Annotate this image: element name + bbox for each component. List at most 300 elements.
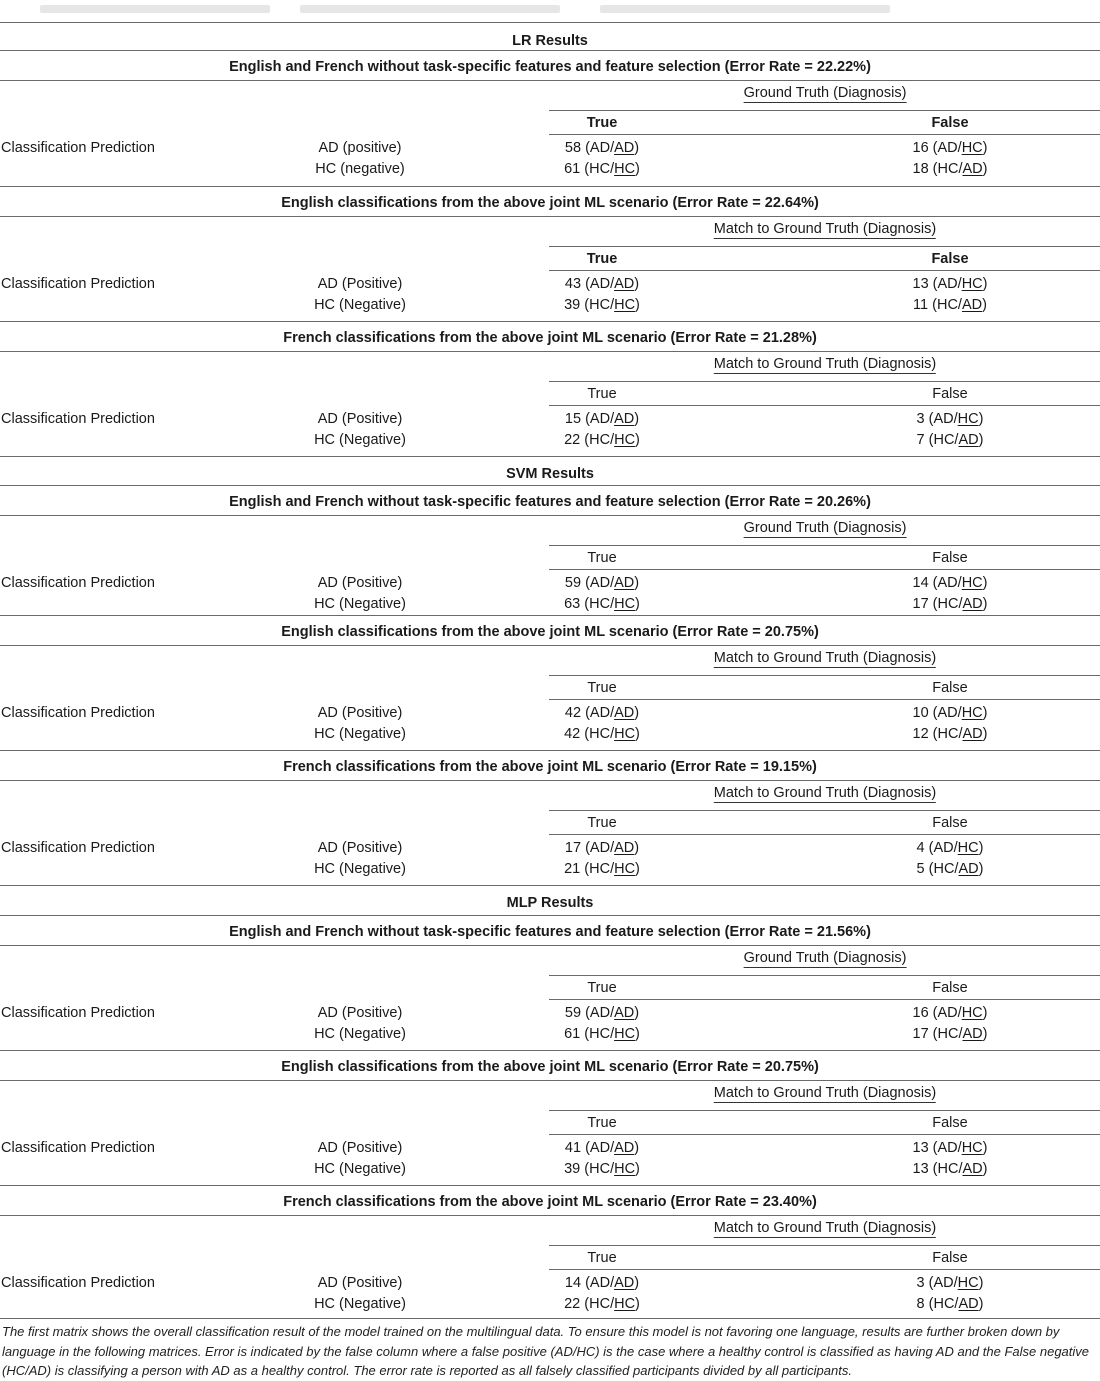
matrix-title: English and French without task-specific features and feature selection (Error Rate = 20.26%) xyxy=(229,494,871,510)
prediction-negative: HC (Negative) xyxy=(314,1026,406,1042)
cell-close: ) xyxy=(978,1296,984,1312)
prediction-negative: HC (Negative) xyxy=(314,297,406,313)
column-header-rule xyxy=(549,1134,1100,1135)
cell-predicted: AD xyxy=(589,140,611,156)
cell-truth: AD xyxy=(962,726,983,742)
cell-predicted: AD xyxy=(937,575,958,591)
row-label: Classification Prediction xyxy=(1,575,155,591)
cell-count: 63 xyxy=(564,596,581,612)
cell-truth: AD xyxy=(962,596,983,612)
cell-slash: / xyxy=(610,1140,615,1156)
cell-false-negative xyxy=(913,296,987,314)
cell-predicted: AD xyxy=(933,840,954,856)
prediction-negative: HC (Negative) xyxy=(314,1296,406,1312)
cell-predicted: HC xyxy=(936,297,958,313)
matrix-title: English classifications from the above joint ML scenario (Error Rate = 22.64%) xyxy=(281,195,819,211)
cell-close: ) xyxy=(634,1140,640,1156)
column-header-rule xyxy=(549,834,1100,835)
cell-truth: AD xyxy=(614,140,635,156)
cell-open: ( xyxy=(581,1005,590,1021)
cell-close: ) xyxy=(635,432,640,448)
cell-truth: AD xyxy=(614,276,635,292)
cell-open: ( xyxy=(581,1140,590,1156)
ground-truth-rule xyxy=(549,1245,1100,1246)
cell-truth: HC xyxy=(961,276,983,292)
cell-slash: / xyxy=(958,1026,963,1042)
ground-truth-label: Ground Truth (Diagnosis) xyxy=(743,85,907,101)
ground-truth-label: Match to Ground Truth (Diagnosis) xyxy=(713,356,937,372)
cell-truth: HC xyxy=(961,1140,983,1156)
cell-open: ( xyxy=(581,276,590,292)
cell-slash: / xyxy=(610,161,615,177)
cell-predicted: AD xyxy=(937,705,958,721)
cell-truth: AD xyxy=(614,411,635,427)
cell-truth: HC xyxy=(961,705,983,721)
cell-slash: / xyxy=(957,575,962,591)
prediction-positive: AD (Positive) xyxy=(317,276,403,292)
cell-false-negative xyxy=(913,595,988,613)
cell-close: ) xyxy=(635,596,640,612)
matrix-divider xyxy=(0,485,1100,486)
cell-count: 17 xyxy=(912,1026,929,1042)
cell-false-positive xyxy=(917,1274,984,1292)
cell-predicted: HC xyxy=(589,432,611,448)
column-header-rule xyxy=(549,569,1100,570)
ground-truth-rule xyxy=(549,1110,1100,1111)
ground-truth-label: Match to Ground Truth (Diagnosis) xyxy=(713,1220,937,1236)
column-header-rule xyxy=(549,270,1100,271)
cell-truth: HC xyxy=(961,140,983,156)
cell-close: ) xyxy=(635,161,640,177)
cell-true-negative xyxy=(564,160,640,178)
cell-close: ) xyxy=(982,1005,988,1021)
cell-close: ) xyxy=(634,705,640,721)
cell-close: ) xyxy=(634,1275,640,1291)
column-false-header: False xyxy=(932,980,968,996)
model-heading: MLP Results xyxy=(506,895,594,911)
cell-predicted: HC xyxy=(937,726,959,742)
column-true-header: True xyxy=(586,115,618,131)
table-footnote: The first matrix shows the overall classification result of the model trained on the multilingual data. To ensure this model is not favoring one language, results are further broken down by language in the following matrices. Error is indicated by the false column where a false positive (AD/HC) is the case where a healthy control is classified as having AD and the False negative (HC/AD) is classifying a person with AD as a healthy control. The error rate is reported as all falsely classified participants divided by all participants. xyxy=(2,1324,1090,1378)
cell-predicted: HC xyxy=(937,1026,959,1042)
prediction-negative: HC (Negative) xyxy=(314,432,406,448)
cell-slash: / xyxy=(610,861,615,877)
cell-count: 15 xyxy=(564,411,582,427)
cell-false-positive xyxy=(913,1139,988,1157)
cell-truth: HC xyxy=(961,575,983,591)
column-false-header: False xyxy=(932,386,968,402)
cell-truth: HC xyxy=(614,297,636,313)
matrix-title: English and French without task-specific features and feature selection (Error Rate = 21.56%) xyxy=(229,924,871,940)
cell-truth: HC xyxy=(961,1005,983,1021)
cell-truth: AD xyxy=(962,1161,983,1177)
cell-count: 11 xyxy=(913,297,929,313)
cell-count: 16 xyxy=(912,1005,929,1021)
matrix-divider xyxy=(0,915,1100,916)
cell-count: 61 xyxy=(564,1026,581,1042)
cell-open: ( xyxy=(928,1005,938,1021)
title-underline xyxy=(0,1215,1100,1216)
cell-open: ( xyxy=(928,161,938,177)
column-true-header: True xyxy=(587,815,617,831)
cell-slash: / xyxy=(957,1005,962,1021)
model-divider xyxy=(0,885,1100,886)
cell-open: ( xyxy=(928,276,938,292)
cell-predicted: HC xyxy=(937,596,959,612)
cell-open: ( xyxy=(928,1140,938,1156)
cropped-caption-remnant xyxy=(0,0,1100,20)
cell-slash: / xyxy=(610,140,615,156)
cell-false-positive xyxy=(917,410,984,428)
model-heading: LR Results xyxy=(512,33,588,49)
cell-count: 10 xyxy=(912,705,929,721)
row-label: Classification Prediction xyxy=(1,1005,155,1021)
title-underline xyxy=(0,216,1100,217)
ground-truth-rule xyxy=(549,545,1100,546)
cell-predicted: AD xyxy=(589,575,611,591)
cell-close: ) xyxy=(982,140,988,156)
cell-truth: AD xyxy=(961,297,983,313)
cell-count: 16 xyxy=(912,140,929,156)
cell-close: ) xyxy=(982,575,988,591)
ground-truth-label: Match to Ground Truth (Diagnosis) xyxy=(713,650,937,666)
model-divider xyxy=(0,456,1100,457)
cell-true-negative xyxy=(564,595,640,613)
ground-truth-rule xyxy=(549,975,1100,976)
column-true-header: True xyxy=(587,550,617,566)
row-label: Classification Prediction xyxy=(1,140,155,156)
prediction-negative: HC (Negative) xyxy=(314,596,406,612)
ground-truth-rule xyxy=(549,246,1100,247)
cell-close: ) xyxy=(635,1296,640,1312)
cell-predicted: HC xyxy=(933,1296,955,1312)
cell-true-positive xyxy=(565,275,639,293)
cell-predicted: HC xyxy=(589,861,611,877)
cell-slash: / xyxy=(610,705,615,721)
cell-open: ( xyxy=(581,140,590,156)
matrix-title: English and French without task-specific features and feature selection (Error Rate = 22.22%) xyxy=(229,59,871,75)
cell-predicted: AD xyxy=(937,140,958,156)
cell-open: ( xyxy=(928,297,937,313)
cell-open: ( xyxy=(580,861,590,877)
column-false-header: False xyxy=(932,680,968,696)
cell-open: ( xyxy=(581,1275,590,1291)
cell-predicted: AD xyxy=(933,411,954,427)
cell-true-negative xyxy=(564,1025,640,1043)
matrix-divider xyxy=(0,321,1100,322)
cell-slash: / xyxy=(958,1161,963,1177)
cell-slash: / xyxy=(958,596,963,612)
cell-false-negative xyxy=(913,160,988,178)
cell-false-negative xyxy=(913,725,988,743)
cell-count: 18 xyxy=(912,161,929,177)
cell-true-positive xyxy=(565,1139,639,1157)
cell-close: ) xyxy=(635,1161,640,1177)
row-label: Classification Prediction xyxy=(1,1140,155,1156)
cell-predicted: AD xyxy=(589,276,611,292)
cell-false-negative xyxy=(913,1160,988,1178)
cell-open: ( xyxy=(924,840,934,856)
cell-truth: AD xyxy=(962,161,983,177)
cell-close: ) xyxy=(634,575,640,591)
cell-truth: HC xyxy=(957,411,979,427)
cell-slash: / xyxy=(610,1005,615,1021)
row-label: Classification Prediction xyxy=(1,276,155,292)
cell-true-negative xyxy=(564,1160,640,1178)
cell-open: ( xyxy=(928,140,938,156)
cell-close: ) xyxy=(982,1161,988,1177)
cell-slash: / xyxy=(953,840,958,856)
cell-truth: AD xyxy=(962,1026,983,1042)
row-label: Classification Prediction xyxy=(1,705,155,721)
cell-count: 39 xyxy=(564,297,581,313)
cell-predicted: HC xyxy=(589,1296,611,1312)
cell-false-positive xyxy=(917,839,984,857)
cell-count: 14 xyxy=(564,1275,582,1291)
cell-truth: HC xyxy=(957,840,979,856)
ground-truth-label: Match to Ground Truth (Diagnosis) xyxy=(713,1085,937,1101)
cell-open: ( xyxy=(580,161,590,177)
cell-truth: HC xyxy=(614,1296,636,1312)
matrix-divider xyxy=(0,615,1100,616)
cell-true-positive xyxy=(565,574,639,592)
cell-false-negative xyxy=(913,1025,988,1043)
cell-open: ( xyxy=(924,1296,934,1312)
cell-slash: / xyxy=(610,1161,615,1177)
cell-slash: / xyxy=(610,1026,615,1042)
column-header-rule xyxy=(549,699,1100,700)
prediction-negative: HC (Negative) xyxy=(314,726,406,742)
cell-slash: / xyxy=(957,140,962,156)
row-label: Classification Prediction xyxy=(1,840,155,856)
column-header-rule xyxy=(549,134,1100,135)
cell-open: ( xyxy=(581,411,590,427)
matrix-divider xyxy=(0,50,1100,51)
matrix-title: French classifications from the above joint ML scenario (Error Rate = 21.28%) xyxy=(283,330,817,346)
cell-close: ) xyxy=(982,161,988,177)
cell-open: ( xyxy=(580,596,590,612)
title-underline xyxy=(0,351,1100,352)
column-true-header: True xyxy=(587,980,617,996)
cell-predicted: AD xyxy=(937,276,958,292)
cell-count: 7 xyxy=(916,432,925,448)
cell-close: ) xyxy=(978,432,984,448)
cell-close: ) xyxy=(982,276,988,292)
cell-truth: HC xyxy=(614,726,636,742)
cell-open: ( xyxy=(928,705,938,721)
ground-truth-rule xyxy=(549,110,1100,111)
cell-truth: HC xyxy=(957,1275,979,1291)
cell-open: ( xyxy=(928,726,938,742)
cell-count: 13 xyxy=(912,1140,929,1156)
cell-count: 17 xyxy=(912,596,929,612)
cell-predicted: HC xyxy=(589,596,611,612)
table-bottom-rule xyxy=(0,1318,1100,1319)
cell-slash: / xyxy=(610,1275,615,1291)
cell-true-negative xyxy=(564,1295,640,1313)
cell-truth: AD xyxy=(958,861,979,877)
cell-close: ) xyxy=(982,705,988,721)
cell-open: ( xyxy=(580,432,590,448)
cell-close: ) xyxy=(978,411,984,427)
cell-count: 42 xyxy=(564,705,582,721)
cell-predicted: HC xyxy=(589,1026,611,1042)
cell-truth: HC xyxy=(614,432,636,448)
cell-truth: HC xyxy=(614,161,636,177)
cell-count: 41 xyxy=(564,1140,582,1156)
cell-truth: AD xyxy=(614,1005,635,1021)
cell-false-negative xyxy=(917,860,984,878)
column-false-header: False xyxy=(932,1115,968,1131)
cell-count: 3 xyxy=(916,411,925,427)
matrix-title: English classifications from the above joint ML scenario (Error Rate = 20.75%) xyxy=(281,624,819,640)
title-underline xyxy=(0,945,1100,946)
cell-truth: HC xyxy=(614,1161,636,1177)
cell-truth: AD xyxy=(614,840,635,856)
column-header-rule xyxy=(549,1269,1100,1270)
cell-slash: / xyxy=(953,411,958,427)
cell-predicted: AD xyxy=(589,411,611,427)
cell-count: 42 xyxy=(564,726,581,742)
cell-count: 58 xyxy=(564,140,582,156)
column-true-header: True xyxy=(587,680,617,696)
cell-true-positive xyxy=(565,1004,639,1022)
cell-count: 61 xyxy=(564,161,581,177)
ground-truth-label: Match to Ground Truth (Diagnosis) xyxy=(713,785,937,801)
ground-truth-label: Ground Truth (Diagnosis) xyxy=(743,950,907,966)
cell-count: 14 xyxy=(912,575,929,591)
cell-open: ( xyxy=(580,1161,590,1177)
column-true-header: True xyxy=(587,1115,617,1131)
cell-count: 17 xyxy=(564,840,582,856)
cell-close: ) xyxy=(982,1026,988,1042)
prediction-negative: HC (negative) xyxy=(315,161,405,177)
prediction-positive: AD (Positive) xyxy=(317,575,403,591)
cell-open: ( xyxy=(928,1161,938,1177)
cell-true-positive xyxy=(565,839,639,857)
ground-truth-rule xyxy=(549,810,1100,811)
cell-open: ( xyxy=(581,575,590,591)
cell-slash: / xyxy=(610,411,615,427)
prediction-positive: AD (Positive) xyxy=(317,1140,403,1156)
cell-count: 43 xyxy=(564,276,582,292)
cell-close: ) xyxy=(982,1140,988,1156)
cell-close: ) xyxy=(634,1005,640,1021)
title-underline xyxy=(0,780,1100,781)
cell-count: 59 xyxy=(564,575,582,591)
prediction-negative: HC (Negative) xyxy=(314,1161,406,1177)
cell-count: 4 xyxy=(916,840,925,856)
title-underline xyxy=(0,645,1100,646)
column-header-rule xyxy=(549,405,1100,406)
cell-false-positive xyxy=(913,1004,988,1022)
cell-predicted: AD xyxy=(589,840,611,856)
ground-truth-rule xyxy=(549,381,1100,382)
column-header-rule xyxy=(549,999,1100,1000)
cell-open: ( xyxy=(580,1026,590,1042)
cell-predicted: HC xyxy=(933,861,955,877)
cell-open: ( xyxy=(580,1296,590,1312)
cell-false-negative xyxy=(917,431,984,449)
cell-close: ) xyxy=(635,297,640,313)
matrix-divider xyxy=(0,750,1100,751)
title-underline xyxy=(0,515,1100,516)
cell-close: ) xyxy=(982,726,988,742)
title-underline xyxy=(0,1080,1100,1081)
cell-open: ( xyxy=(581,840,590,856)
cell-count: 22 xyxy=(564,1296,581,1312)
cell-predicted: HC xyxy=(589,297,611,313)
cell-open: ( xyxy=(924,432,934,448)
cell-slash: / xyxy=(610,596,615,612)
cell-slash: / xyxy=(954,1296,959,1312)
cell-predicted: HC xyxy=(589,161,611,177)
cell-count: 3 xyxy=(916,1275,925,1291)
cell-slash: / xyxy=(958,726,963,742)
cell-count: 39 xyxy=(564,1161,581,1177)
cell-slash: / xyxy=(610,297,615,313)
cell-predicted: HC xyxy=(937,1161,959,1177)
cell-true-positive xyxy=(565,410,639,428)
cell-slash: / xyxy=(610,276,615,292)
cell-slash: / xyxy=(610,432,615,448)
cell-open: ( xyxy=(581,705,590,721)
cell-predicted: AD xyxy=(589,1005,611,1021)
cell-open: ( xyxy=(924,861,934,877)
cell-close: ) xyxy=(634,140,640,156)
cell-predicted: AD xyxy=(589,705,611,721)
row-label: Classification Prediction xyxy=(1,1275,155,1291)
cell-truth: AD xyxy=(614,1140,635,1156)
cell-close: ) xyxy=(978,1275,984,1291)
cell-truth: AD xyxy=(958,1296,979,1312)
row-label: Classification Prediction xyxy=(1,411,155,427)
prediction-positive: AD (Positive) xyxy=(317,1275,403,1291)
cell-close: ) xyxy=(634,411,640,427)
prediction-positive: AD (Positive) xyxy=(317,840,403,856)
cell-count: 13 xyxy=(912,1161,929,1177)
cell-close: ) xyxy=(982,596,988,612)
cell-open: ( xyxy=(928,1026,938,1042)
cell-slash: / xyxy=(958,161,963,177)
ground-truth-rule xyxy=(549,675,1100,676)
matrix-divider xyxy=(0,1185,1100,1186)
cell-close: ) xyxy=(978,840,984,856)
cell-count: 22 xyxy=(564,432,581,448)
cell-slash: / xyxy=(610,1296,615,1312)
cell-slash: / xyxy=(954,432,959,448)
prediction-positive: AD (Positive) xyxy=(317,411,403,427)
cell-open: ( xyxy=(928,596,938,612)
cell-false-positive xyxy=(913,275,988,293)
cell-false-negative xyxy=(917,1295,984,1313)
cell-count: 5 xyxy=(916,861,925,877)
model-divider xyxy=(0,22,1100,23)
cell-predicted: HC xyxy=(937,161,959,177)
ground-truth-label: Match to Ground Truth (Diagnosis) xyxy=(713,221,937,237)
prediction-positive: AD (positive) xyxy=(318,140,402,156)
column-true-header: True xyxy=(587,386,617,402)
cell-false-positive xyxy=(913,574,988,592)
cell-false-positive xyxy=(913,139,988,157)
cell-close: ) xyxy=(978,861,984,877)
cell-open: ( xyxy=(928,575,938,591)
column-false-header: False xyxy=(931,251,969,267)
cell-predicted: AD xyxy=(937,1005,958,1021)
cell-close: ) xyxy=(635,726,640,742)
column-false-header: False xyxy=(932,815,968,831)
cell-truth: HC xyxy=(614,1026,636,1042)
